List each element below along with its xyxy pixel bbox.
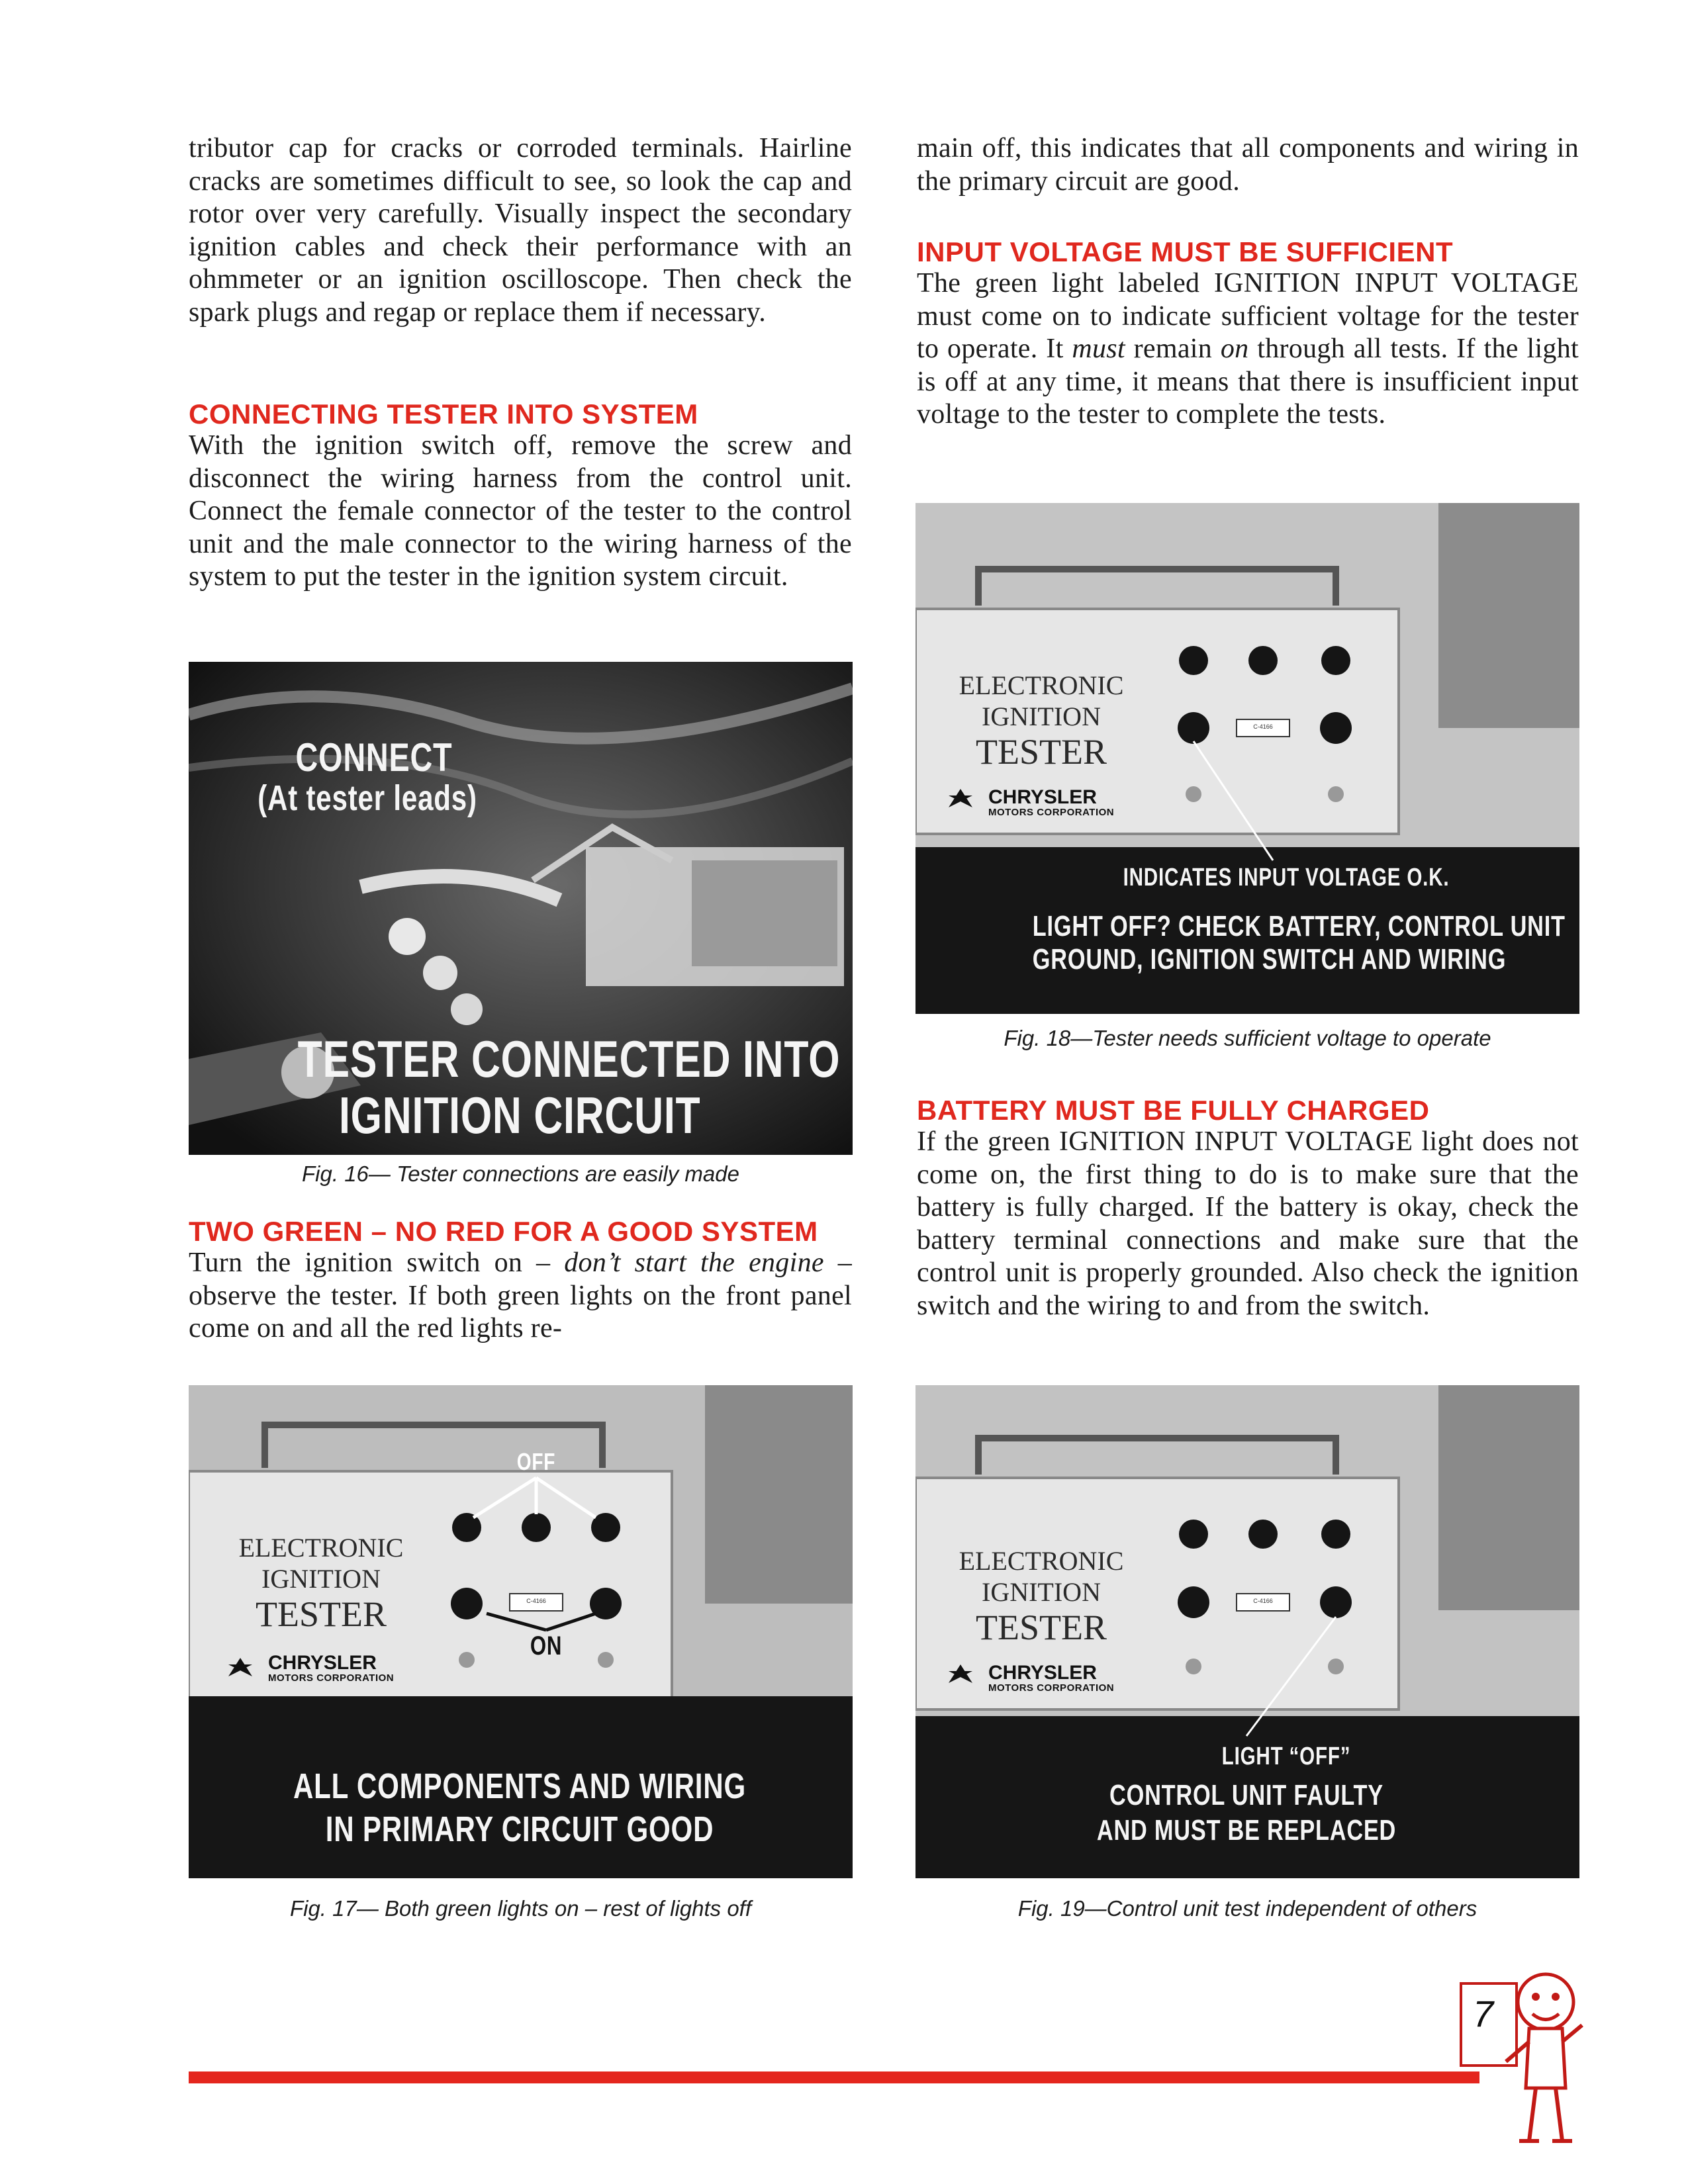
tester-name-line2: IGNITION	[982, 702, 1101, 731]
fig19-overlay-line1: LIGHT “OFF”	[1221, 1743, 1351, 1770]
section-input-voltage	[917, 237, 1579, 432]
continuation-paragraph: main off, this indicates that all components and wiring in the primary circuit are good.	[917, 133, 1579, 197]
chrysler-logo: CHRYSLER MOTORS CORPORATION	[988, 786, 1115, 818]
page-number: 7	[1473, 1993, 1494, 2034]
fig16-leads-label: (At tester leads)	[258, 778, 477, 818]
tester-name-line1: ELECTRONIC	[959, 670, 1124, 700]
fig17-photo	[189, 1385, 853, 1878]
chrysler-logo: CHRYSLER MOTORS CORPORATION	[988, 1662, 1115, 1694]
fig17-overlay-line1: ALL COMPONENTS AND WIRING	[293, 1766, 747, 1806]
tester-name-line3: TESTER	[256, 1594, 387, 1634]
section-heading: INPUT VOLTAGE MUST BE SUFFICIENT	[917, 236, 1454, 267]
model-label: C-4166	[526, 1598, 546, 1604]
left-column	[189, 132, 852, 329]
fig16-connect-label: CONNECT	[295, 735, 453, 780]
fig18-caption: Fig. 18—Tester needs sufficient voltage to operate	[1004, 1026, 1491, 1050]
fig18-overlay-line1: INDICATES INPUT VOLTAGE O.K.	[1123, 864, 1450, 891]
section-two-green	[189, 1216, 852, 1345]
section-battery	[917, 1095, 1579, 1322]
fig16-connected-line2: IGNITION CIRCUIT	[339, 1086, 701, 1144]
fig19-caption: Fig. 19—Control unit test independent of others	[1017, 1896, 1477, 1921]
section-body: If the green IGNITION INPUT VOLTAGE light does not come on, the first thing to do is to make sure that the battery is fully charged. If the battery is okay, check the battery terminal connections and make sure that the control unit is properly grounded. Also check the ignition switch and the wiring to and from the switch.	[917, 1126, 1579, 1321]
fig18-photo	[915, 503, 1579, 1014]
tester-name-line1: ELECTRONIC	[238, 1533, 404, 1563]
mascot-icon	[1503, 1962, 1589, 2161]
section-body: Turn the ignition switch on – don’t start the engine – observe the tester. If both green lights on the front panel come on and all the red lights re-	[189, 1248, 852, 1343]
fig16-caption: Fig. 16— Tester connections are easily made	[302, 1161, 739, 1186]
tester-name-line3: TESTER	[976, 1608, 1107, 1647]
fig17-on-label: ON	[530, 1631, 563, 1661]
tester-name-line2: IGNITION	[982, 1577, 1101, 1607]
fig18-overlay-line3: GROUND, IGNITION SWITCH AND WIRING	[1032, 943, 1507, 976]
fig17-caption: Fig. 17— Both green lights on – rest of lights off	[289, 1896, 752, 1921]
section-connecting	[189, 399, 852, 594]
chrysler-logo: CHRYSLER MOTORS CORPORATION	[268, 1652, 395, 1684]
intro-paragraph: tributor cap for cracks or corroded terminals. Hairline cracks are sometimes difficult to see, so look the cap and rotor over very carefully. Visually inspect the secondary ignition cables and check their performance with an ohmmeter or an ignition oscilloscope. Then check the spark plugs and regap or replace them if necessary.	[189, 133, 852, 328]
fig18-overlay-line2: LIGHT OFF? CHECK BATTERY, CONTROL UNIT	[1032, 910, 1566, 942]
fig19-overlay-line2: CONTROL UNIT FAULTY	[1109, 1779, 1383, 1811]
model-label: C-4166	[1253, 723, 1273, 730]
section-heading: CONNECTING TESTER INTO SYSTEM	[189, 398, 698, 430]
fig16-connected-line1: TESTER CONNECTED INTO	[297, 1030, 841, 1088]
fig17-off-label: OFF	[516, 1448, 556, 1475]
section-body: With the ignition switch off, remove the screw and disconnect the wiring harness from the control unit. Connect the female connector of the tester to the control unit and the male connector to the wiring harness of the system to put the tester in the ignition system circuit.	[189, 430, 852, 592]
tester-name-line2: IGNITION	[261, 1564, 381, 1594]
fig17-overlay-line2: IN PRIMARY CIRCUIT GOOD	[325, 1809, 714, 1849]
fig16-photo	[189, 662, 853, 1155]
section-heading: TWO GREEN – NO RED FOR A GOOD SYSTEM	[189, 1216, 818, 1247]
right-column-continuation	[917, 132, 1579, 198]
section-body: The green light labeled IGNITION INPUT VOLTAGE must come on to indicate sufficient voltage for the tester to operate. It must remain on through all tests. If the light is off at any time, it means that there is insufficient input voltage to the tester to complete the tests.	[917, 268, 1579, 430]
section-heading: BATTERY MUST BE FULLY CHARGED	[917, 1095, 1430, 1126]
model-label: C-4166	[1253, 1598, 1273, 1604]
footer-rule	[189, 2071, 1479, 2083]
fig19-photo	[915, 1385, 1579, 1878]
tester-name-line1: ELECTRONIC	[959, 1546, 1124, 1576]
tester-name-line3: TESTER	[976, 732, 1107, 772]
fig19-overlay-line3: AND MUST BE REPLACED	[1096, 1814, 1397, 1846]
